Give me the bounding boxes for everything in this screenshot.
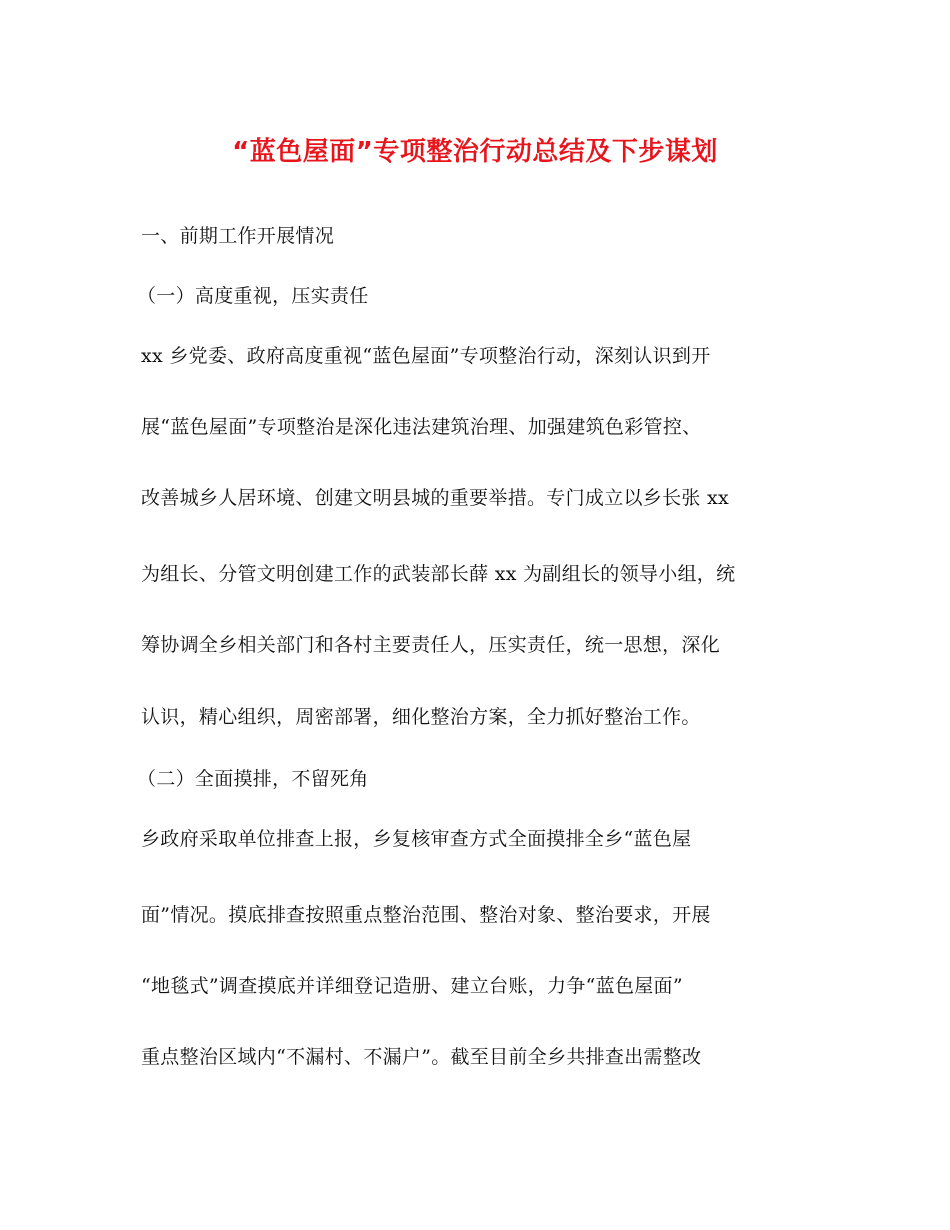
paragraph-line: 为组长、分管文明创建工作的武装部长薛 xx 为副组长的领导小组，统	[141, 563, 736, 585]
paragraph-line: 重点整治区域内“不漏村、不漏户”。截至目前全乡共排查出需整改	[141, 1046, 702, 1068]
paragraph-line: 筹协调全乡相关部门和各村主要责任人，压实责任，统一思想，深化	[141, 634, 721, 656]
paragraph-line: 乡政府采取单位排查上报，乡复核审查方式全面摸排全乡“蓝色屋	[141, 828, 692, 850]
subsection-heading: （二）全面摸排，不留死角	[137, 768, 369, 790]
paragraph-line: 认识，精心组织，周密部署，细化整治方案，全力抓好整治工作。	[141, 706, 701, 728]
paragraph-line: xx 乡党委、政府高度重视“蓝色屋面”专项整治行动，深刻认识到开	[141, 345, 711, 367]
subsection-heading: （一）高度重视，压实责任	[137, 285, 369, 307]
paragraph-line: “地毯式”调查摸底并详细登记造册、建立台账，力争“蓝色屋面”	[141, 975, 683, 997]
document-title: “蓝色屋面”专项整治行动总结及下步谋划	[232, 137, 718, 167]
paragraph-line: 面”情况。摸底排查按照重点整治范围、整治对象、整治要求，开展	[141, 904, 711, 926]
paragraph-line: 展“蓝色屋面”专项整治是深化违法建筑治理、加强建筑色彩管控、	[141, 416, 702, 438]
paragraph-line: 改善城乡人居环境、创建文明县城的重要举措。专门成立以乡长张 xx	[141, 487, 730, 509]
section-heading: 一、前期工作开展情况	[141, 225, 335, 247]
